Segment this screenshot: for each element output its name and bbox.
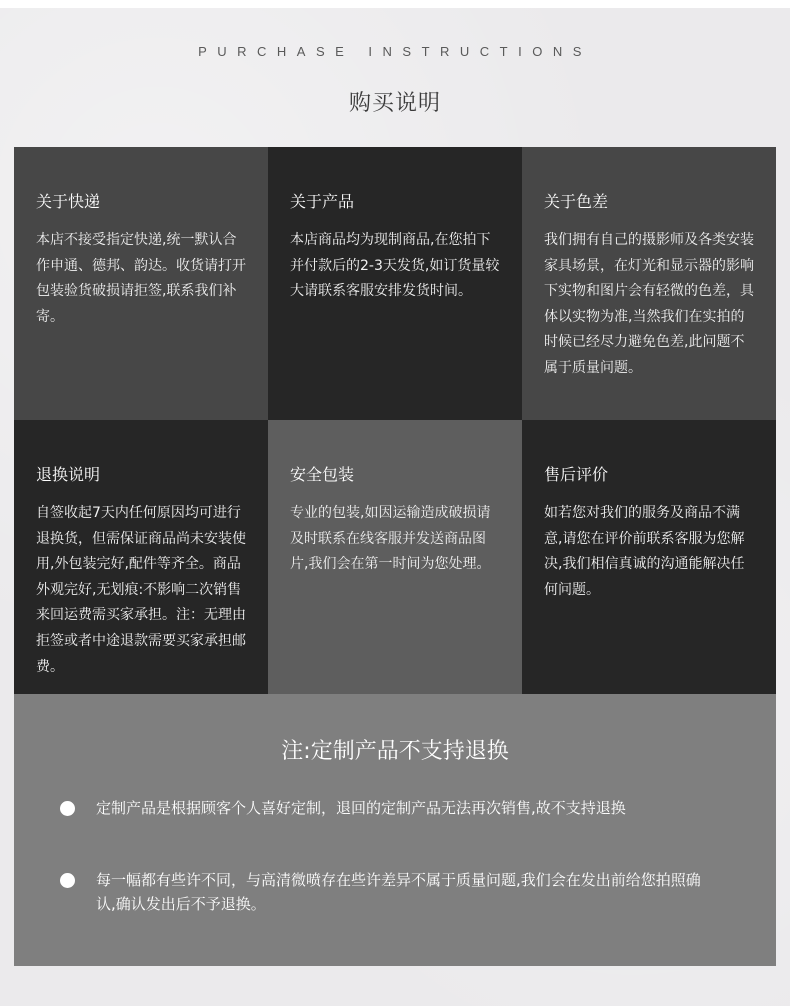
page-title: 购买说明 xyxy=(348,91,441,116)
note-item xyxy=(60,868,710,918)
card-returns xyxy=(14,420,268,694)
card-packaging-text: 专业的包装,如因运输造成破损请及时联系在线客服并发送商品图片,我们会在第一时间为您处理。 xyxy=(290,505,491,573)
custom-product-note xyxy=(14,694,776,966)
note-item-text: 定制产品是根据顾客个人喜好定制，退回的定制产品无法再次销售,故不支持退换 xyxy=(96,799,626,817)
card-after-sales xyxy=(522,420,776,694)
bottom-margin xyxy=(0,966,790,1006)
note-title: 注:定制产品不支持退换 xyxy=(281,739,509,764)
note-item-text: 每一幅都有些许不同，与高清微喷存在些许差异不属于质量问题,我们会在发出前给您拍照确认,确认发出后不予退换。 xyxy=(96,871,701,913)
instructions-grid xyxy=(14,147,776,694)
card-packaging xyxy=(268,420,522,694)
card-color-difference-text: 我们拥有自己的摄影师及各类安装家具场景，在灯光和显示器的影响下实物和图片会有轻微的色差，具体以实物为准,当然我们在实拍的时候已经尽力避免色差,此问题不属于质量问题。 xyxy=(544,232,754,376)
note-item xyxy=(60,796,710,846)
card-product xyxy=(268,147,522,420)
bullet-icon xyxy=(60,873,75,888)
top-strip xyxy=(0,0,790,8)
card-delivery-text: 本店不接受指定快递,统一默认合作申通、德邦、韵达。收货请打开包装验货破损请拒签,联系我们补寄。 xyxy=(36,232,246,325)
card-color-difference xyxy=(522,147,776,420)
card-product-title: 关于产品 xyxy=(290,192,355,211)
bullet-icon xyxy=(60,801,75,816)
card-delivery-title: 关于快递 xyxy=(36,192,101,211)
card-after-sales-title: 售后评价 xyxy=(544,465,609,484)
subtitle-english: PURCHASE INSTRUCTIONS xyxy=(198,44,592,59)
card-color-difference-title: 关于色差 xyxy=(544,192,609,211)
card-returns-title: 退换说明 xyxy=(36,465,101,484)
card-delivery xyxy=(14,147,268,420)
card-after-sales-text: 如若您对我们的服务及商品不满意,请您在评价前联系客服为您解决,我们相信真诚的沟通能解决任何问题。 xyxy=(544,505,745,598)
card-packaging-title: 安全包装 xyxy=(290,465,355,484)
card-returns-text: 自签收起7天内任何原因均可进行退换货，但需保证商品尚未安装使用,外包装完好,配件等齐全。商品外观完好,无划痕:不影响二次销售来回运费需买家承担。注：无理由拒签或者中途退款需要买家承担邮费。 xyxy=(36,505,246,675)
card-product-text: 本店商品均为现制商品,在您拍下并付款后的2-3天发货,如订货量较大请联系客服安排发货时间。 xyxy=(290,232,500,300)
